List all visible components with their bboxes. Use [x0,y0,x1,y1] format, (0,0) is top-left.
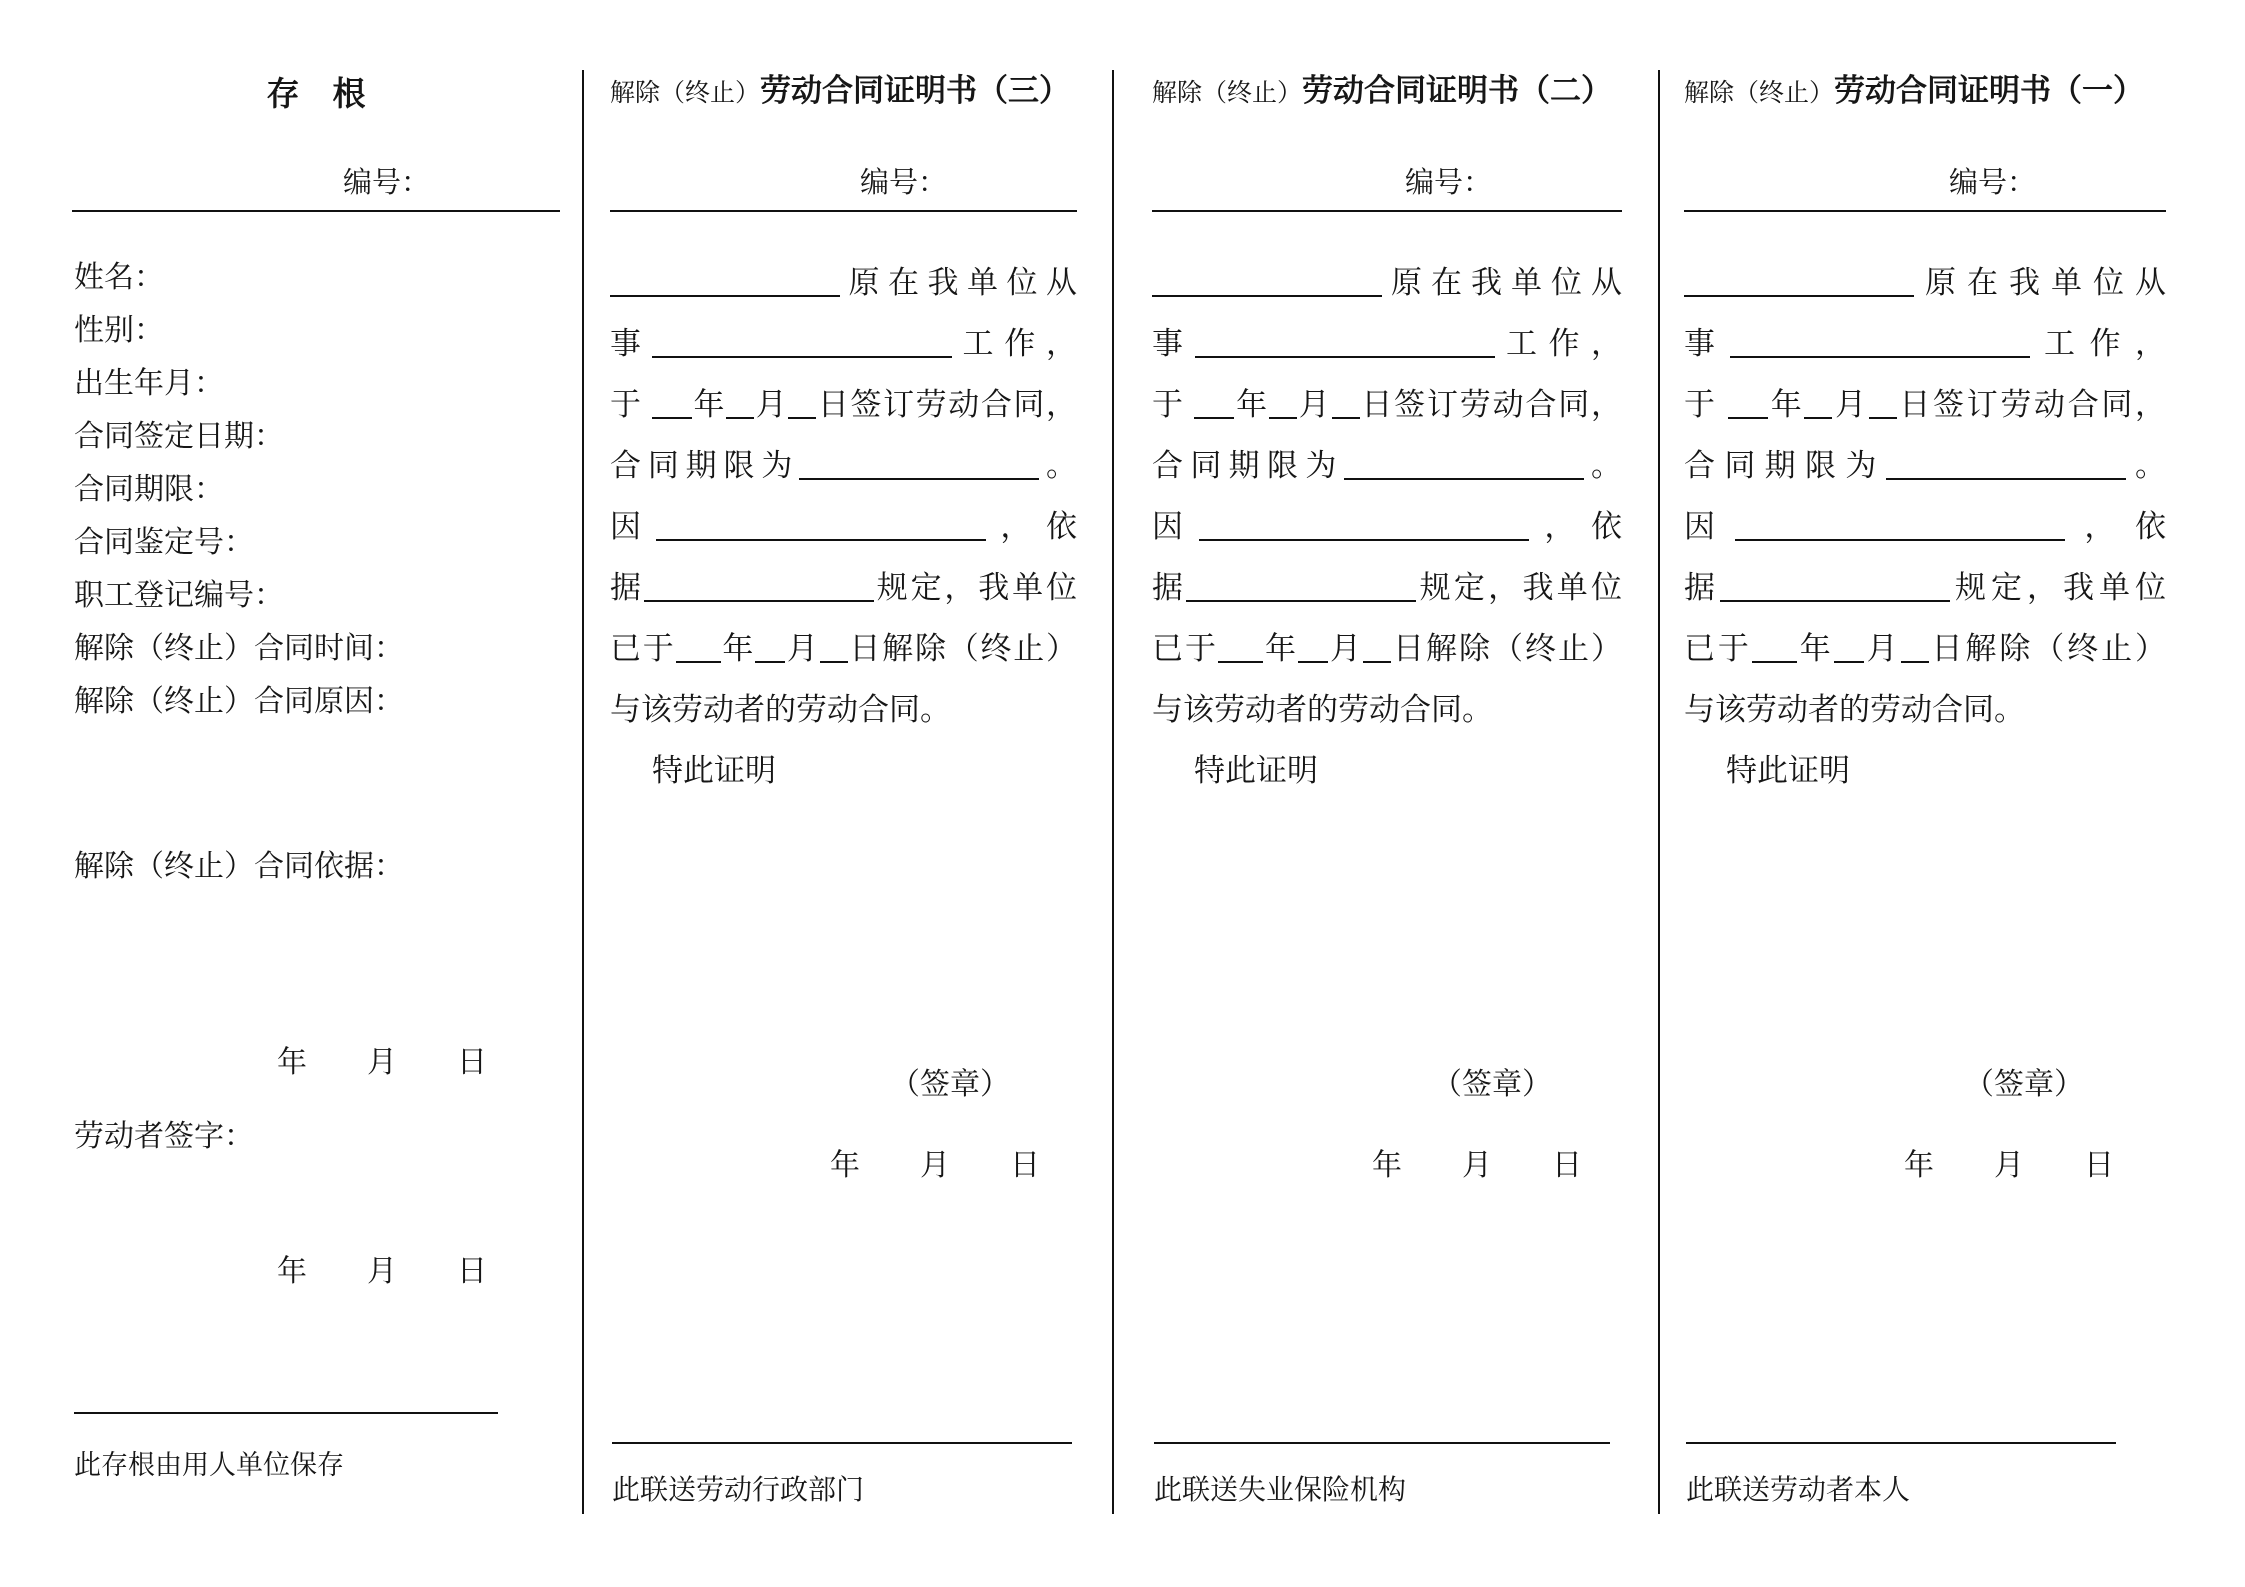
body-text: 月 [785,631,820,666]
stub-field-list [74,251,558,728]
blank-underline [1195,350,1495,358]
body-text: 原在我单位从 [1382,265,1622,300]
certificate-copy-1-column [1684,0,2166,1587]
stub-worker-signature-label: 劳动者签字： [74,1120,254,1153]
body-text: ，依 [2064,509,2167,544]
certificate-routing-note: 此联送劳动者本人 [1686,1475,1911,1506]
cert-body-line [1152,374,1622,435]
certificate-serial-number-field: 编号： [610,158,1077,212]
body-text: 日解除（终止） [1391,631,1622,666]
cert-body-line [610,740,1077,801]
certificate-serial-number-field: 编号： [1152,158,1622,212]
certificate-date-line: 年 月 日 [1372,1149,1582,1182]
certificate-copy-number: （一） [2051,73,2145,108]
stub-serial-number-field: 编号： [72,158,560,212]
cert-body-line [1152,496,1622,557]
certificate-title-prefix: 解除（终止） [1152,80,1303,107]
body-text: 日签订劳动合同， [816,387,1078,422]
body-text: 因 [1152,509,1199,544]
body-text: 于 [1152,387,1195,422]
body-text: 合同期限为 [610,448,800,483]
cert-body-line [610,313,1077,374]
body-text: 事 [1152,326,1195,361]
stub-title: 存 根 [266,77,366,113]
column-divider [1658,70,1660,1514]
stub-column [72,0,560,1587]
blank-underline [1186,594,1416,602]
body-text: 规定，我单位 [873,570,1078,605]
body-text: 。 [1583,448,1623,483]
body-text: 因 [610,509,656,544]
certificate-routing-note: 此联送劳动行政部门 [612,1475,865,1506]
cert-body-line [1152,557,1622,618]
cert-body-line [1684,618,2166,679]
blank-underline [1269,411,1297,419]
body-text: 已于 [610,631,676,666]
blank-underline [799,472,1039,480]
body-text: 据 [1684,570,1720,605]
body-text: 日解除（终止） [1928,631,2167,666]
body-text: 年 [1234,387,1269,422]
stub-field-label: 解除（终止）合同时间： [74,632,404,665]
blank-underline [1735,533,2065,541]
body-text: 月 [754,387,789,422]
stub-field-label: 合同期限： [74,473,224,506]
body-text: 特此证明 [1726,753,1850,788]
cert-body-line [1684,679,2166,740]
body-text: 。 [2125,448,2167,483]
seal-placeholder: （签章） [1964,1068,2084,1101]
body-text: 日解除（终止） [847,631,1078,666]
cert-body-line [610,679,1077,740]
certificate-title [610,68,1077,120]
blank-underline [726,411,754,419]
body-text: 已于 [1152,631,1218,666]
body-text: ，依 [985,509,1078,544]
body-text: 年 [1263,631,1298,666]
body-text: 工作， [951,326,1077,361]
body-text: 原在我单位从 [840,265,1077,300]
stub-field-label: 出生年月： [74,367,224,400]
certificate-copy-3-column [610,0,1077,1587]
blank-underline [652,350,952,358]
blank-underline [1194,411,1234,419]
blank-underline [1869,411,1897,419]
blank-underline [820,655,848,663]
blank-underline [1363,655,1391,663]
cert-body-line [610,435,1077,496]
stub-field-label: 职工登记编号： [74,579,284,612]
blank-underline [676,655,721,663]
stub-field-label: 姓名： [74,261,164,294]
certificate-body [610,252,1077,801]
body-text: 规定，我单位 [1416,570,1623,605]
body-text: 据 [1152,570,1187,605]
stub-field-label: 合同鉴定号： [74,526,254,559]
body-text: 年 [1796,631,1834,666]
cert-body-line [1684,557,2166,618]
blank-underline [755,655,785,663]
certificate-title-main: 劳动合同证明书 [760,73,978,108]
column-divider [582,70,584,1514]
cert-body-line [610,374,1077,435]
blank-underline [1344,472,1584,480]
cert-body-line [1152,740,1622,801]
certificate-body [1152,252,1622,801]
blank-underline [1332,411,1360,419]
blank-underline [1804,411,1832,419]
body-text: 与该劳动者的劳动合同。 [1152,692,1493,727]
body-text: 月 [1863,631,1901,666]
body-text: 。 [1039,448,1078,483]
blank-underline [644,594,874,602]
body-text: 工作， [1494,326,1622,361]
cert-body-line [610,252,1077,313]
cert-body-line [1152,313,1622,374]
body-text: 年 [720,631,756,666]
body-text: 事 [610,326,652,361]
body-text: 特此证明 [1194,753,1318,788]
blank-underline [1901,655,1929,663]
cert-body-line [1684,496,2166,557]
cert-body-line [1152,435,1622,496]
body-text: 年 [1768,387,1805,422]
body-text: 合同期限为 [1684,448,1886,483]
stub-basis-label: 解除（终止）合同依据： [74,850,404,883]
certificate-date-line: 年 月 日 [830,1149,1040,1182]
blank-underline [1752,655,1797,663]
body-text: 与该劳动者的劳动合同。 [610,692,951,727]
blank-underline [788,411,816,419]
body-text: 已于 [1684,631,1752,666]
cert-body-line [1684,252,2166,313]
certificate-title-main: 劳动合同证明书 [1834,73,2052,108]
blank-underline [1886,472,2126,480]
body-text: 合同期限为 [1152,448,1344,483]
certificate-body [1684,252,2166,801]
body-text: 于 [1684,387,1729,422]
blank-underline [1728,411,1768,419]
cert-body-line [1152,679,1622,740]
stub-routing-note: 此存根由用人单位保存 [74,1450,344,1480]
body-text: 特此证明 [652,753,776,788]
cert-body-line [610,557,1077,618]
stub-field-label: 解除（终止）合同原因： [74,685,404,718]
blank-underline [656,533,986,541]
blank-underline [1684,289,1914,297]
blank-underline [1152,289,1382,297]
certificate-footer-rule [1154,1442,1610,1444]
cert-body-line [1152,618,1622,679]
certificate-date-line: 年 月 日 [1904,1149,2114,1182]
certificate-serial-number-field: 编号： [1684,158,2166,212]
certificate-copy-number: （三） [977,73,1071,108]
certificate-copy-2-column [1152,0,1622,1587]
certificate-title [1684,68,2166,120]
certificate-routing-note: 此联送失业保险机构 [1154,1475,1407,1506]
certificate-title-prefix: 解除（终止） [610,80,761,107]
stub-field-label: 合同签定日期： [74,420,284,453]
cert-body-line [1684,374,2166,435]
body-text: 月 [1296,387,1332,422]
cert-body-line [1684,313,2166,374]
body-text: 日签订劳动合同， [1359,387,1623,422]
cert-body-line [610,618,1077,679]
certificate-footer-rule [1686,1442,2116,1444]
body-text: 事 [1684,326,1730,361]
stub-date-line: 年 月 日 [277,1046,487,1079]
stub-field-label: 性别： [74,314,164,347]
body-text: 日签订劳动合同， [1896,387,2167,422]
cert-body-line [1684,740,2166,801]
blank-underline [1720,594,1950,602]
certificate-footer-rule [612,1442,1072,1444]
body-text: 年 [691,387,727,422]
certificate-title-main: 劳动合同证明书 [1302,73,1520,108]
certificate-copy-number: （二） [1519,73,1613,108]
blank-underline [1298,655,1328,663]
cert-body-line [1152,252,1622,313]
blank-underline [1834,655,1864,663]
body-text: 原在我单位从 [1914,265,2166,300]
blank-underline [1730,350,2030,358]
body-text: 与该劳动者的劳动合同。 [1684,692,2025,727]
blank-underline [1218,655,1263,663]
body-text: 规定，我单位 [1950,570,2166,605]
body-text: 工作， [2029,326,2166,361]
blank-underline [1199,533,1529,541]
blank-underline [610,289,840,297]
seal-placeholder: （签章） [1432,1068,1552,1101]
body-text: 因 [1684,509,1735,544]
body-text: 于 [610,387,652,422]
stub-date-line: 年 月 日 [277,1255,487,1288]
certificate-title-prefix: 解除（终止） [1684,80,1835,107]
certificate-title [1152,68,1622,120]
body-text: 据 [610,570,644,605]
blank-underline [652,411,692,419]
body-text: ，依 [1528,509,1623,544]
seal-placeholder: （签章） [890,1068,1010,1101]
cert-body-line [1684,435,2166,496]
column-divider [1112,70,1114,1514]
body-text: 月 [1328,631,1363,666]
stub-footer-rule [74,1412,498,1414]
body-text: 月 [1832,387,1869,422]
cert-body-line [610,496,1077,557]
